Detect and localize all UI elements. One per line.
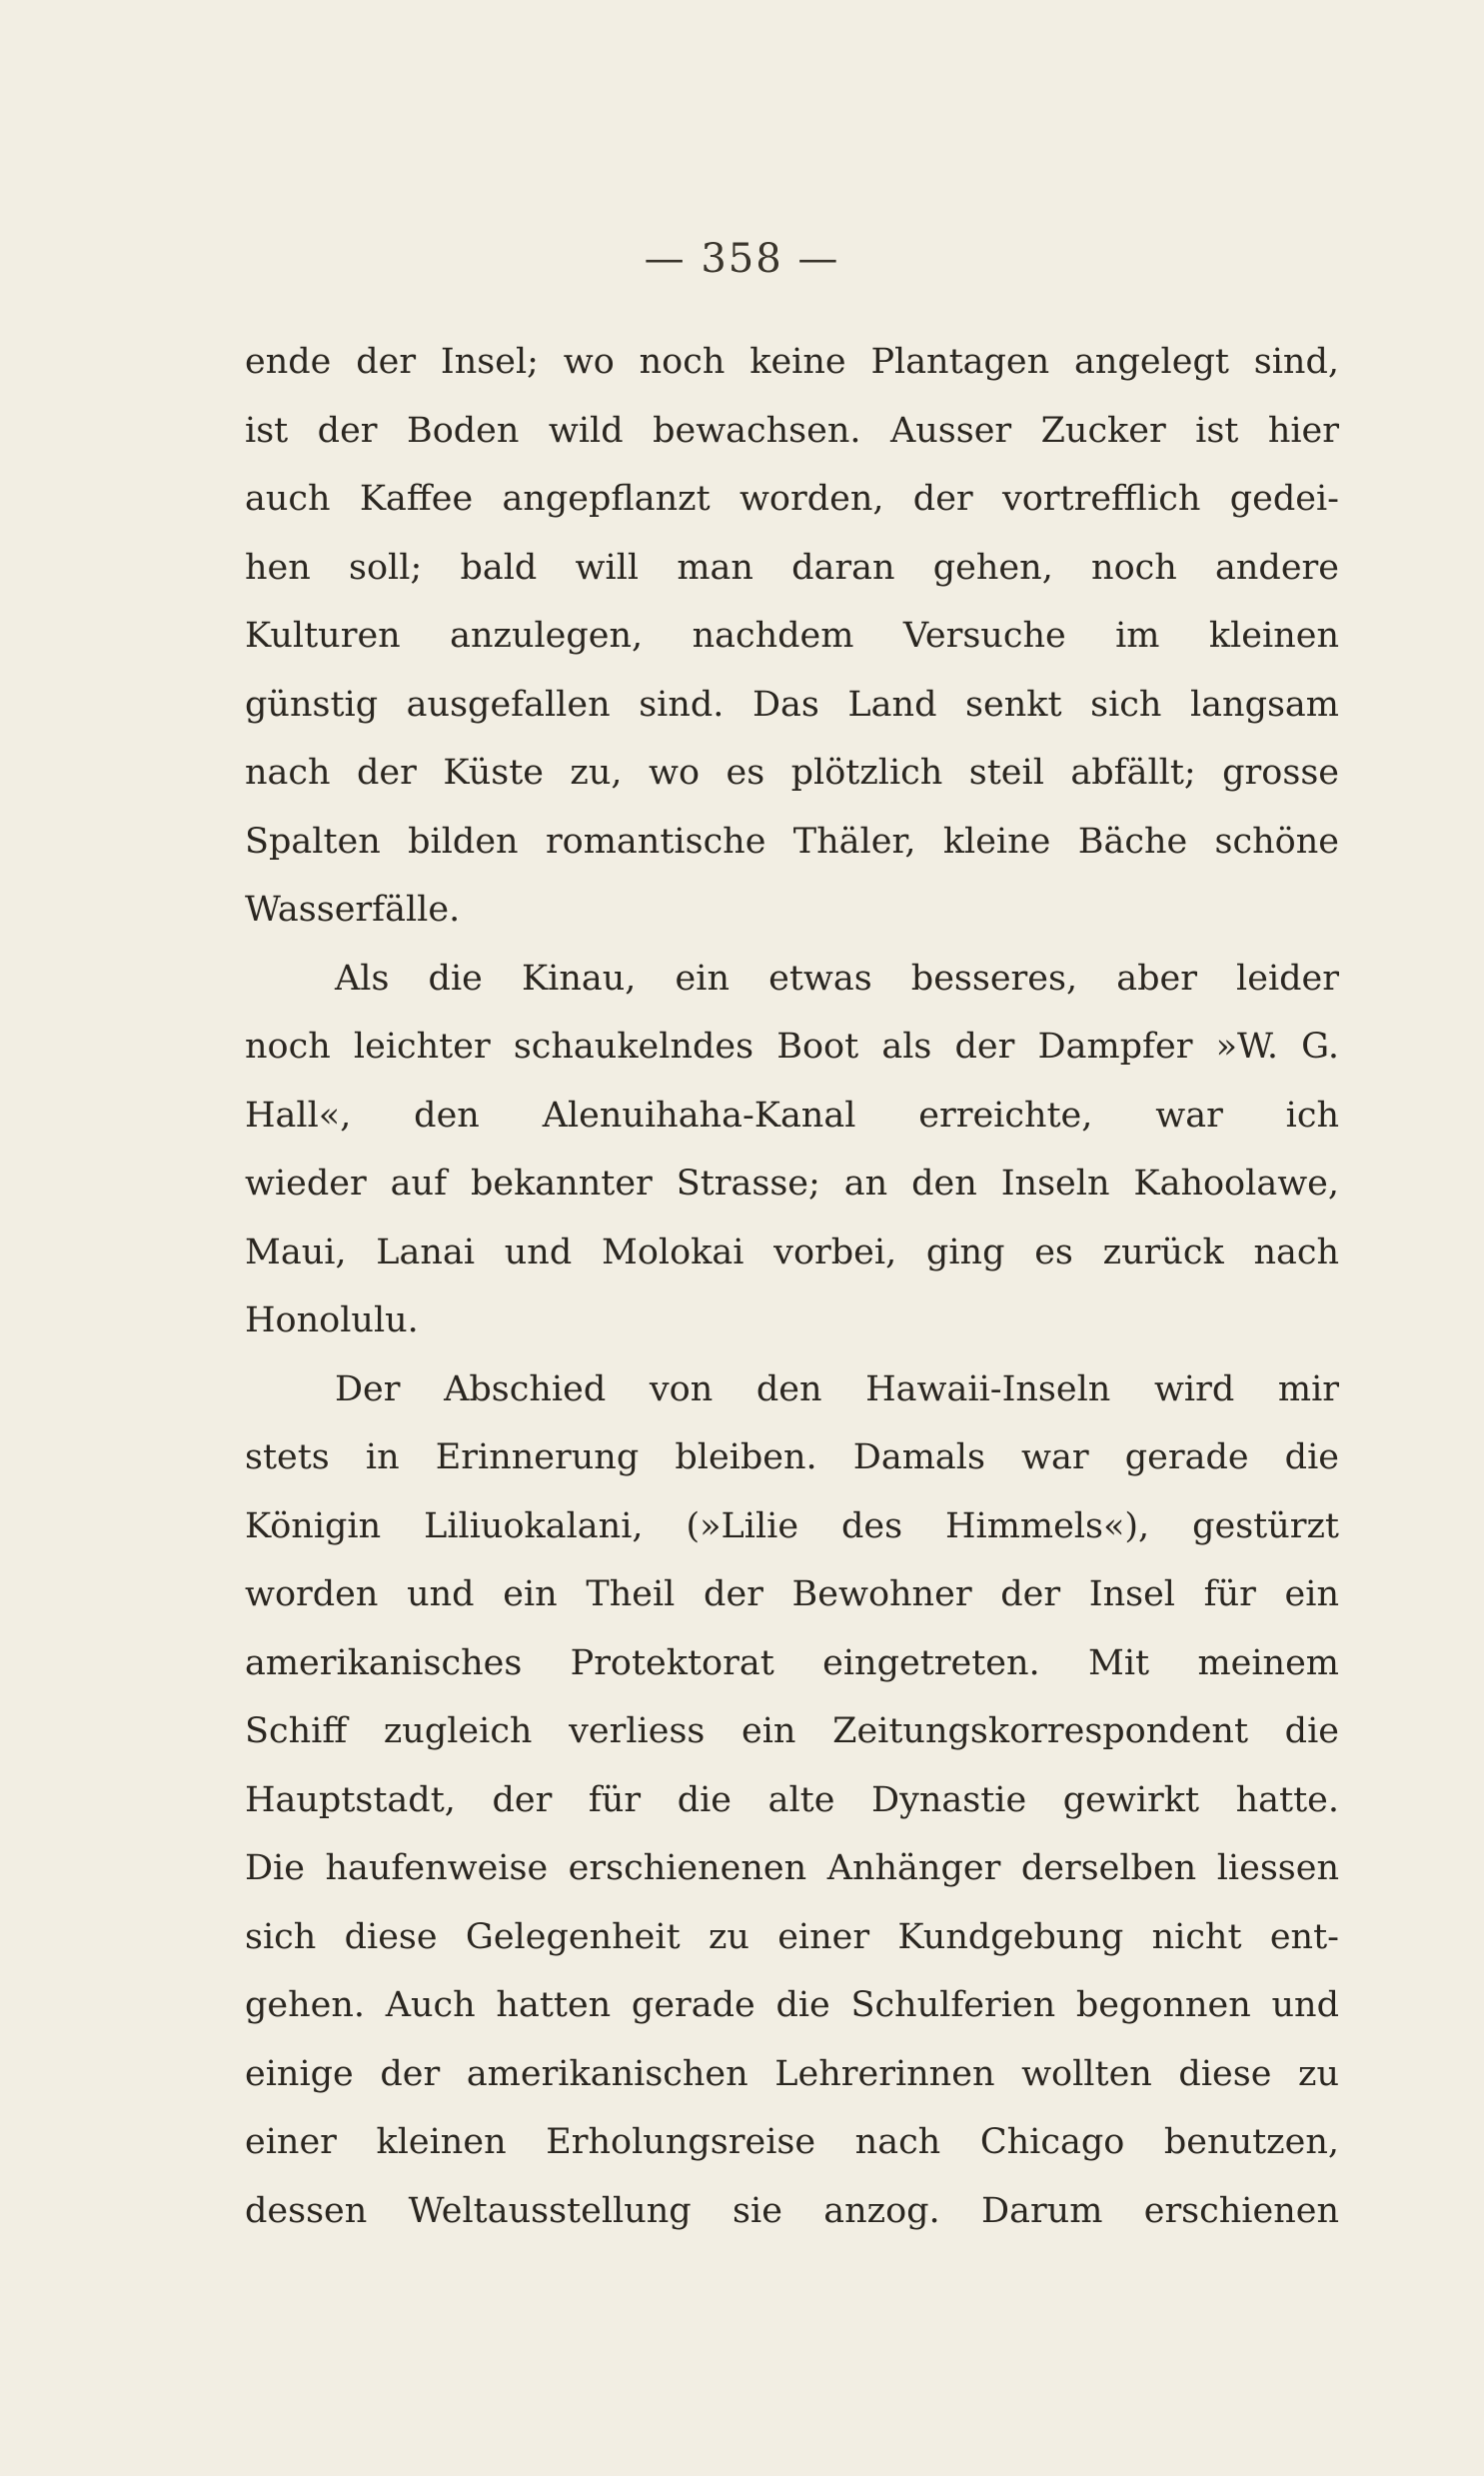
text-line: Hauptstadt, der für die alte Dynastie gewirkt hatte.	[245, 1779, 1339, 1820]
page-number: — 358 —	[644, 236, 840, 282]
text-line: Honolulu.	[245, 1300, 419, 1340]
body-text	[245, 328, 1339, 2245]
text-line: amerikanisches Protektorat eingetreten. Mit meinem	[245, 1642, 1339, 1683]
text-line: stets in Erinnerung bleiben. Damals war gerade die	[245, 1437, 1339, 1477]
text-line: worden und ein Theil der Bewohner der Insel für ein	[245, 1574, 1339, 1614]
text-line: sich diese Gelegenheit zu einer Kundgebung nicht ent-	[245, 1916, 1339, 1957]
text-line: Die haufenweise erschienenen Anhänger derselben liessen	[245, 1848, 1339, 1888]
text-line: Spalten bilden romantische Thäler, kleine Bäche schöne	[245, 821, 1339, 862]
text-line: dessen Weltausstellung sie anzog. Darum erschienen	[245, 2190, 1339, 2231]
text-line: Als die Kinau, ein etwas besseres, aber leider	[335, 958, 1339, 999]
text-line: ende der Insel; wo noch keine Plantagen angelegt sind,	[245, 342, 1339, 382]
text-line: Wasserfälle.	[245, 890, 461, 930]
text-line: ist der Boden wild bewachsen. Ausser Zucker ist hier	[245, 410, 1339, 451]
text-line: einer kleinen Erholungsreise nach Chicago benutzen,	[245, 2122, 1339, 2162]
text-line: Schiff zugleich verliess ein Zeitungskorrespondent die	[245, 1711, 1339, 1751]
text-line: Maui, Lanai und Molokai vorbei, ging es zurück nach	[245, 1232, 1339, 1272]
text-line: auch Kaffee angepflanzt worden, der vortrefflich gedei-	[245, 479, 1339, 519]
text-line: einige der amerikanischen Lehrerinnen wollten diese zu	[245, 2053, 1339, 2094]
text-line: gehen. Auch hatten gerade die Schulferien begonnen und	[245, 1985, 1339, 2025]
text-line: hen soll; bald will man daran gehen, noch andere	[245, 547, 1339, 588]
text-line: Der Abschied von den Hawaii-Inseln wird mir	[335, 1368, 1339, 1409]
text-line: günstig ausgefallen sind. Das Land senkt sich langsam	[245, 684, 1339, 725]
text-line: Königin Liliuokalani, (»Lilie des Himmels«), gestürzt	[245, 1505, 1339, 1546]
text-line: nach der Küste zu, wo es plötzlich steil abfällt; grosse	[245, 753, 1339, 793]
text-line: noch leichter schaukelndes Boot als der Dampfer »W. G.	[245, 1027, 1339, 1067]
text-line: wieder auf bekannter Strasse; an den Inseln Kahoolawe,	[245, 1164, 1339, 1204]
text-line: Kulturen anzulegen, nachdem Versuche im kleinen	[245, 616, 1339, 656]
text-line: Hall«, den Alenuihaha-Kanal erreichte, war ich	[245, 1095, 1339, 1136]
